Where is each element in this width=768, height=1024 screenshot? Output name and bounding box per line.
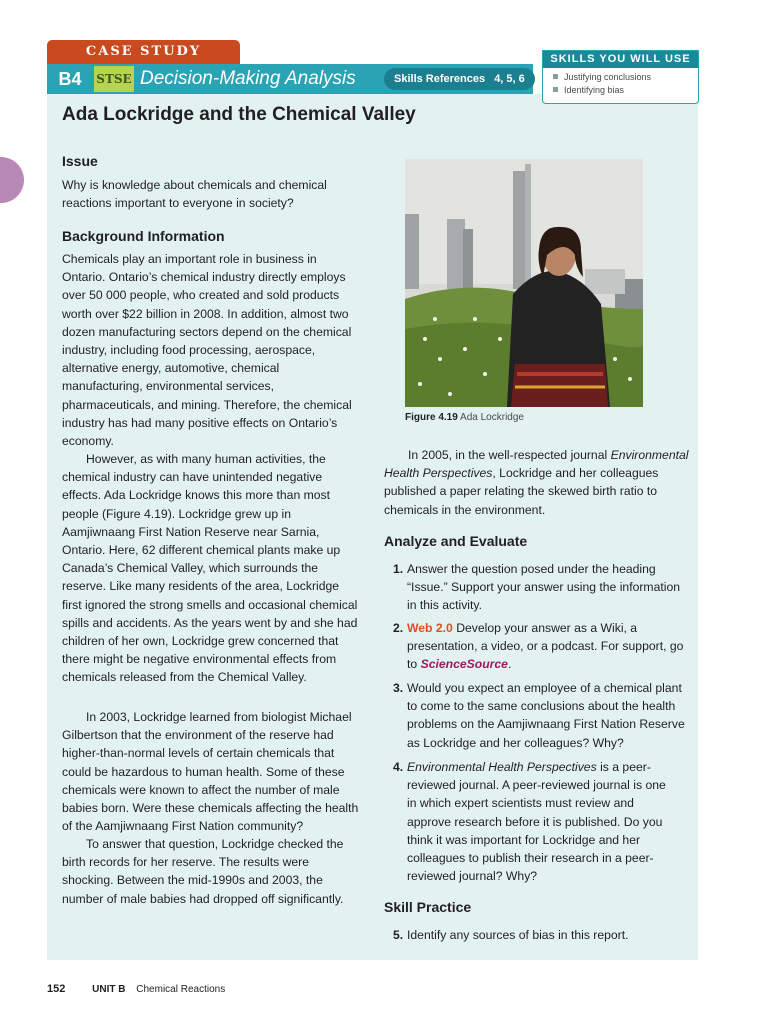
question-5: 5. Identify any sources of bias in this report.: [407, 926, 687, 944]
case-study-tab: CASE STUDY: [47, 40, 240, 64]
activity-banner: [47, 64, 533, 94]
figure-label: Figure 4.19: [405, 412, 458, 423]
stse-badge: STSE: [94, 66, 134, 92]
web-2-0-label: Web 2.0: [407, 621, 453, 635]
question-number: 1.: [393, 562, 404, 576]
journal-name: Environmental Health Perspectives: [407, 760, 597, 774]
question-number: 2.: [393, 621, 404, 635]
question-number: 5.: [393, 928, 404, 942]
unit-section: Chemical Reactions: [136, 984, 226, 995]
bullet-square-icon: [553, 87, 558, 92]
background-heading: Background Information: [62, 228, 225, 244]
analyze-evaluate-heading: Analyze and Evaluate: [384, 533, 528, 549]
background-paragraph-4: To answer that question, Lockridge checked the birth records for her reserve. The results were shocking. Between the mid-1990s and 2003, the number of male babies had dropped off significantly.: [62, 837, 344, 906]
photo-illustration: [405, 159, 643, 407]
question-number: 3.: [393, 681, 404, 695]
page-title: Ada Lockridge and the Chemical Valley: [62, 104, 416, 125]
question-number: 4.: [393, 760, 404, 774]
question-1: 1. Answer the question posed under the heading “Issue.” Support your answer using the information in this activity.: [393, 562, 680, 613]
skills-you-will-use-box: [542, 50, 699, 104]
skill-item: Identifying bias: [553, 84, 698, 97]
skills-references-pill: [384, 68, 535, 90]
margin-tab-marker: [0, 157, 24, 203]
page-number: 152: [47, 983, 66, 995]
unit-label: UNIT B: [92, 984, 126, 995]
skill-item: Justifying conclusions: [553, 71, 698, 84]
activity-type-title: Decision-Making Analysis: [140, 68, 356, 89]
ada-lockridge-photo: [405, 159, 643, 407]
skills-box-heading: SKILLS YOU WILL USE: [543, 51, 698, 68]
skills-references-label: Skills References: [394, 73, 486, 85]
background-paragraph-1: Chemicals play an important role in business in Ontario. Ontario’s chemical industry directly employs over 50 000 people, who created and sold products worth over $22 billion in 2008. In addition, almost two dozen manufacturing sectors depend on the chemical industry, including food processing, aerospace, alternative energy, automotive, chemical manufacturing, environmental services, pharmaceuticals, and mining. Therefore, the chemical industry has had many positive effects on Ontario’s economy.: [62, 252, 352, 449]
question-4: 4. Environmental Health Perspectives is a peer-reviewed journal. A peer-reviewed journal is one in which expert scientists must review and approve research before it is published. Do you think it was important for Lockridge and her colleagues to publish their research in a peer-reviewed journal? Why?: [393, 760, 666, 884]
science-source-link[interactable]: ScienceSource: [420, 657, 508, 672]
background-paragraph-2: However, as with many human activities, the chemical industry can have unintended negative effects. Ada Lockridge knows this more than most people (Figure 4.19). Lockridge grew up in Aamjiwnaang First Nation Reserve near Sarnia, Ontario. Here, 62 different chemical plants make up Canada’s Chemical Valley, which surrounds the reserve. Like many residents of the area, Lockridge first ignored the strong smells and occasional chemical spills and accidents. As the years went by and she had children of her own, Lockridge grew concerned that there might be negative environmental effects from chemicals released from the Chemical Valley.: [62, 452, 358, 685]
background-paragraph-3: In 2003, Lockridge learned from biologist Michael Gilbertson that the environment of the reserve had higher-than-normal levels of certain chemicals that could be hazardous to human health. Some of these chemicals were known to affect the number of male babies born. Were these chemicals affecting the health of the Aamjiwnaang First Nation community?: [62, 710, 359, 834]
journal-name: Environmental Health Perspectives: [384, 448, 689, 481]
question-3: 3. Would you expect an employee of a chemical plant to come to the same conclusions about the health problems on the Aamjiwnaang First Nation Reserve as Lockridge and her colleagues? Why?: [393, 681, 685, 750]
figure-caption-text: Ada Lockridge: [460, 412, 524, 423]
issue-heading: Issue: [62, 153, 98, 169]
figure-caption: [405, 412, 524, 423]
activity-code: B4: [58, 69, 82, 89]
journal-paragraph: In 2005, in the well-respected journal Environmental Health Perspectives, Lockridge and her colleagues published a paper relating the skewed birth ratio to chemicals in the environment.: [384, 448, 689, 517]
page-footer: [47, 983, 225, 995]
bullet-square-icon: [553, 74, 558, 79]
skill-practice-heading: Skill Practice: [384, 899, 472, 915]
question-2: 2. Web 2.0 Develop your answer as a Wiki, a presentation, a video, or a podcast. For support, go to ScienceSource.: [393, 621, 684, 672]
skills-references-numbers: 4, 5, 6: [494, 73, 525, 85]
issue-text: Why is knowledge about chemicals and chemical reactions important to everyone in society?: [62, 178, 327, 211]
